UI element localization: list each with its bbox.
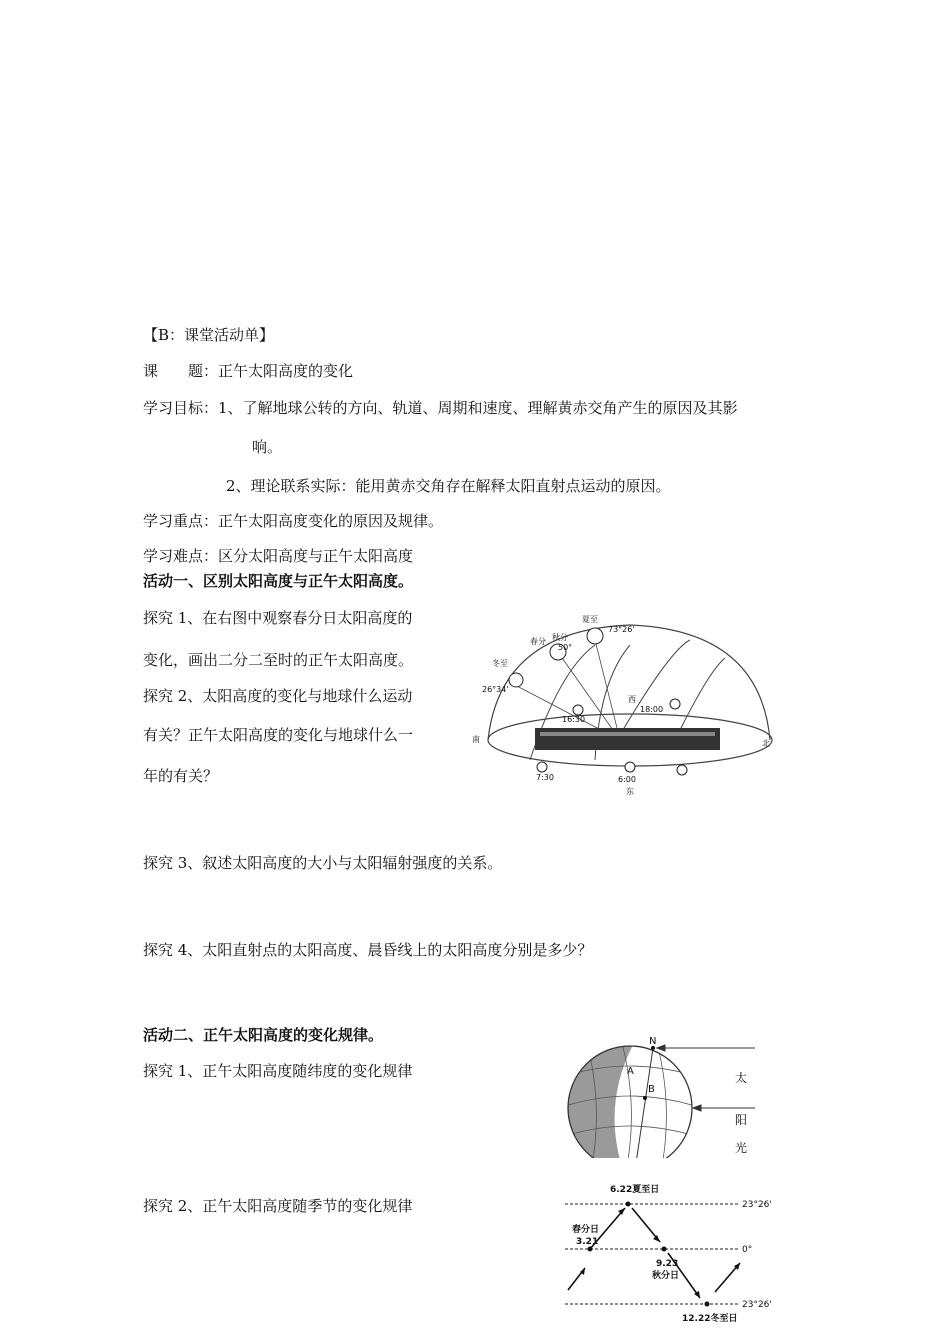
- activity-1-title: 活动一、区别太阳高度与正午太阳高度。: [143, 572, 414, 590]
- activity-1-q2-b: 有关？正午太阳高度的变化与地球什么一: [143, 726, 414, 744]
- label-spring-equinox: 春分日: [572, 1225, 600, 1235]
- activity-2-q1: 探究 1、正午太阳高度随纬度的变化规律: [143, 1062, 413, 1080]
- topic-text: 正午太阳高度的变化: [218, 362, 354, 380]
- goal-1-continuation: 响。: [252, 438, 283, 456]
- activity-1-q1-a: 探究 1、在右图中观察春分日太阳高度的: [143, 609, 413, 627]
- key-label: 学习重点：: [143, 512, 219, 530]
- label-a: A: [627, 1066, 634, 1077]
- label-sun-3: 光: [735, 1141, 748, 1155]
- section-heading: 【B：课堂活动单】: [143, 326, 275, 344]
- label-west: 西: [628, 695, 636, 704]
- label-autumn-date: 9.23: [656, 1259, 679, 1269]
- label-b: B: [648, 1084, 655, 1095]
- label-north: 北: [762, 739, 770, 748]
- label-sun-1: 太: [735, 1071, 748, 1085]
- activity-2-title: 活动二、正午太阳高度的变化规律。: [143, 1026, 384, 1044]
- difficulty-text: 区分太阳高度与正午太阳高度: [218, 547, 414, 565]
- label-sun-2: 阳: [735, 1113, 748, 1127]
- angle-winter: 26°34': [482, 685, 509, 694]
- angle-equinox: 50°: [558, 643, 573, 652]
- label-lat-north: 23°26': [742, 1200, 772, 1210]
- key-line: [143, 511, 443, 531]
- label-winter: 冬至: [492, 659, 508, 668]
- activity-1-q1-b: 变化，画出二分二至时的正午太阳高度。: [143, 651, 414, 669]
- label-n: N: [649, 1036, 657, 1047]
- label-summer-solstice: 6.22夏至日: [610, 1185, 660, 1195]
- activity-1-q4: 探究 4、太阳直射点的太阳高度、晨昏线上的太阳高度分别是多少？: [143, 941, 593, 959]
- difficulty-label: 学习难点：: [143, 547, 219, 565]
- label-east: 东: [626, 787, 634, 796]
- time-0600: 6:00: [618, 775, 636, 784]
- time-1630: 16:30: [562, 715, 586, 724]
- topic-line: [143, 361, 353, 381]
- difficulty-line: [143, 546, 413, 566]
- goal-2-text: 2、理论联系实际：能用黄赤交角存在解释太阳直射点运动的原因。: [226, 477, 671, 495]
- activity-1-q2-c: 年的有关？: [143, 767, 219, 785]
- label-autumn: 秋分: [552, 633, 568, 642]
- sun-path-diagram: [470, 610, 780, 800]
- label-winter-solstice: 12.22冬至日: [682, 1314, 738, 1324]
- label-lat-equator: 0°: [742, 1245, 753, 1255]
- label-summer: 夏至: [582, 615, 598, 624]
- label-autumn-equinox: 秋分日: [652, 1271, 680, 1281]
- label-spring: 春分: [530, 637, 546, 646]
- activity-2-q2: 探究 2、正午太阳高度随季节的变化规律: [143, 1197, 413, 1215]
- goal-1-text: 1、了解地球公转的方向、轨道、周期和速度、理解黄赤交角产生的原因及其影: [218, 399, 738, 417]
- topic-label: 课 题：: [143, 362, 219, 380]
- label-south: 南: [472, 735, 480, 744]
- key-text: 正午太阳高度变化的原因及规律。: [218, 512, 444, 530]
- time-1800: 18:00: [640, 705, 664, 714]
- goal-line-1: [143, 398, 738, 418]
- label-lat-south: 23°26': [742, 1300, 772, 1310]
- time-0730: 7:30: [536, 773, 554, 782]
- goal-label: 学习目标：: [143, 399, 219, 417]
- seasonal-movement-diagram: [560, 1180, 790, 1340]
- activity-1-q2-a: 探究 2、太阳高度的变化与地球什么运动: [143, 687, 413, 705]
- activity-1-q3: 探究 3、叙述太阳高度的大小与太阳辐射强度的关系。: [143, 854, 503, 872]
- angle-summer: 73°26': [608, 625, 635, 634]
- globe-sunlight-diagram: [565, 1036, 765, 1158]
- label-spring-date: 3.21: [576, 1237, 599, 1247]
